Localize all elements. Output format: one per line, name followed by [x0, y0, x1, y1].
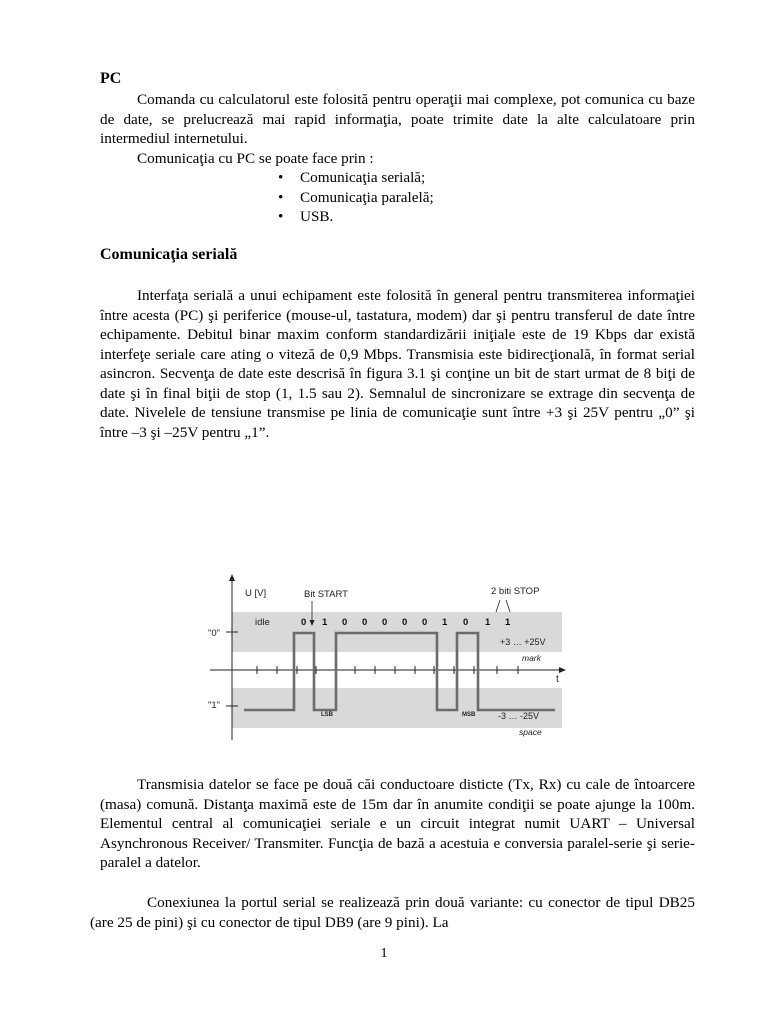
- bit-label: 1: [322, 617, 328, 628]
- bullet-icon: •: [278, 188, 284, 206]
- bit-label: 0: [422, 617, 428, 628]
- bit-label: 0: [402, 617, 408, 628]
- lsb-label: LSB: [321, 712, 333, 718]
- bit-label: 0: [463, 617, 469, 628]
- bit-label: 1: [442, 617, 448, 628]
- list-item: • Comunicaţia serială;: [278, 169, 426, 186]
- paragraph-serial-interface: Interfaţa serială a unui echipament este folosită în general pentru transmiterea informaţiei între acesta (PC) şi periferice (mouse-ul, tastatura, modem) dar şi pentru transferul de date între echipamente. Debitul binar maxim conform standardizării iniţiale este de 19 Kbps dar există interfeţe seriale care ating o viteză de 0,9 Mbps. Transmisia este bidirecţională, în format serial asincron. Secvenţa de date este descrisă în figura 3.1 şi conţine un bit de start urmat de 8 biţi de date şi în final biţii de stop (1, 1.5 sau 2). Semnalul de sincronizare se extrage din secvenţa de date. Nivelele de tensiune transmise pe linia de comunicaţie sunt între +3 şi 25V pentru „0” şi între –3 şi –25V pentru „1”.: [100, 287, 695, 441]
- page-number: 1: [380, 946, 388, 961]
- bit-label: 0: [362, 617, 368, 628]
- y-axis-label: U [V]: [245, 588, 267, 599]
- bit-label: 0: [382, 617, 388, 628]
- bit-label: 0: [342, 617, 348, 628]
- x-axis-label: t: [556, 674, 559, 685]
- stop-label: 2 biti STOP: [491, 586, 540, 597]
- serial-timing-figure: [200, 570, 570, 750]
- list-item: • Comunicaţia paralelă;: [278, 188, 434, 206]
- y-axis-arrow: [229, 574, 235, 581]
- heading-serial: Comunicaţia serială: [100, 246, 238, 263]
- negative-range-label: -3 … -25V: [498, 711, 540, 721]
- bit-label: 1: [505, 617, 511, 628]
- paragraph-pc-intro: Comanda cu calculatorul este folosită pentru operaţii mai complexe, pot comunica cu baze de date, se prelucrează mai rapid informaţia, poate trimite date la alte calculatoare prin intermediul internetului.: [100, 91, 695, 147]
- stop-arrow-2: [506, 600, 510, 612]
- space-label: space: [519, 727, 542, 737]
- heading-pc: PC: [100, 70, 122, 87]
- paragraph-transmission: Transmisia datelor se face pe două căi conductoare disticte (Tx, Rx) cu cale de întoarcere (masa) comună. Distanţa maximă este de 15m dar în anumite condiţii se poate ajunge la 100m. Elementul central al comunicaţiei seriale e un circuit integrat numit UART – Universal Asynchronous Receiver/ Transmiter. Funcţia de bază a acestuia e conversia paralel-serie şi serie-paralel a datelor.: [100, 776, 695, 871]
- bit-label: 0: [301, 617, 307, 628]
- bullet-icon: •: [278, 169, 284, 186]
- communication-list: [278, 168, 434, 227]
- band-one: [232, 688, 562, 728]
- positive-range-label: +3 … +25V: [500, 637, 546, 647]
- level-one-label: "1": [208, 700, 221, 711]
- bit-label: 1: [485, 617, 491, 628]
- stop-arrow-1: [496, 600, 500, 612]
- level-zero-label: "0": [208, 628, 221, 639]
- list-item: • USB.: [278, 208, 334, 225]
- idle-label: idle: [255, 617, 270, 628]
- paragraph-connectors: Conexiunea la portul serial se realizează prin două variante: cu conector de tipul DB25 (are 25 de pini) şi cu conector de tipul DB9 (are 9 pini). La: [90, 894, 695, 931]
- start-label: Bit START: [304, 589, 348, 600]
- msb-label: MSB: [462, 712, 476, 718]
- bullet-icon: •: [278, 208, 284, 225]
- mark-label: mark: [522, 653, 541, 663]
- x-axis-arrow: [559, 667, 566, 673]
- paragraph-pc-communication: Comunicaţia cu PC se poate face prin :: [137, 150, 374, 167]
